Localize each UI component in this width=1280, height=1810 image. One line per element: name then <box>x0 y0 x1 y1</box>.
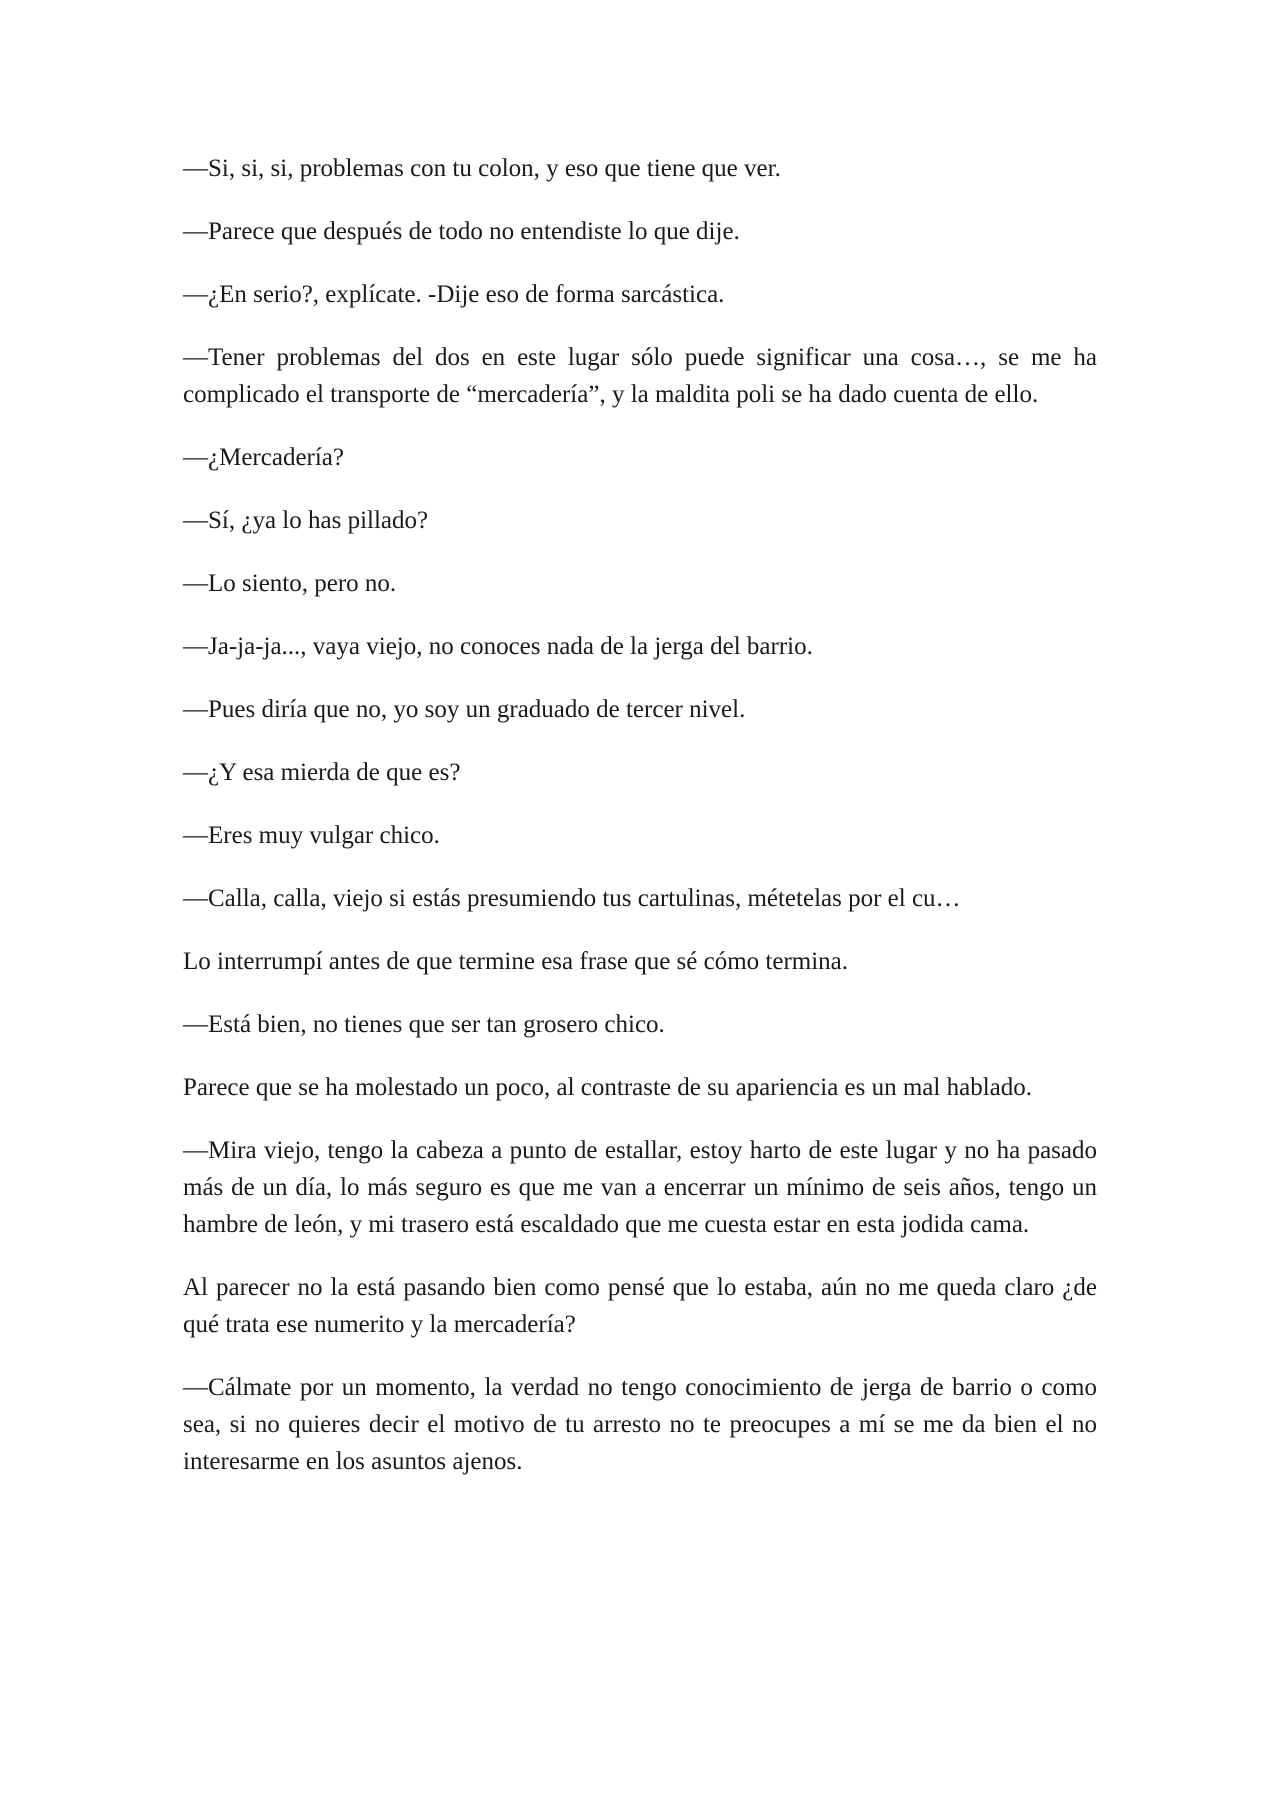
paragraph-9: —Pues diría que no, yo soy un graduado de tercer nivel. <box>183 696 746 723</box>
body-text <box>183 150 1097 1506</box>
paragraph-3: —¿En serio?, explícate. -Dije eso de forma sarcástica. <box>183 281 725 308</box>
paragraph-13: Lo interrumpí antes de que termine esa frase que sé cómo termina. <box>183 948 849 975</box>
paragraph-14: —Está bien, no tienes que ser tan grosero chico. <box>183 1011 665 1038</box>
paragraph-12: —Calla, calla, viejo si estás presumiendo tus cartulinas, métetelas por el cu… <box>183 885 961 912</box>
paragraph-18: —Cálmate por un momento, la verdad no tengo conocimiento de jerga de barrio o como sea, si no quieres decir el motivo de tu arresto no te preocupes a mí se me da bien el no interesarme en los asuntos ajenos. <box>183 1374 1097 1475</box>
paragraph-15: Parece que se ha molestado un poco, al contraste de su apariencia es un mal hablado. <box>183 1074 1032 1101</box>
paragraph-5: —¿Mercadería? <box>183 444 344 471</box>
paragraph-2: —Parece que después de todo no entendiste lo que dije. <box>183 218 740 245</box>
paragraph-8: —Ja-ja-ja..., vaya viejo, no conoces nada de la jerga del barrio. <box>183 633 813 660</box>
paragraph-10: —¿Y esa mierda de que es? <box>183 759 461 786</box>
paragraph-4: —Tener problemas del dos en este lugar sólo puede significar una cosa…, se me ha complicado el transporte de “mercadería”, y la maldita poli se ha dado cuenta de ello. <box>183 344 1097 408</box>
paragraph-16: —Mira viejo, tengo la cabeza a punto de estallar, estoy harto de este lugar y no ha pasado más de un día, lo más seguro es que me van a encerrar un mínimo de seis años, tengo un hambre de león, y mi trasero está escaldado que me cuesta estar en esta jodida cama. <box>183 1137 1097 1238</box>
paragraph-1: —Si, si, si, problemas con tu colon, y eso que tiene que ver. <box>183 155 781 182</box>
paragraph-7: —Lo siento, pero no. <box>183 570 397 597</box>
paragraph-11: —Eres muy vulgar chico. <box>183 822 440 849</box>
paragraph-17: Al parecer no la está pasando bien como pensé que lo estaba, aún no me queda claro ¿de qué trata ese numerito y la mercadería? <box>183 1274 1097 1338</box>
paragraph-6: —Sí, ¿ya lo has pillado? <box>183 507 429 534</box>
